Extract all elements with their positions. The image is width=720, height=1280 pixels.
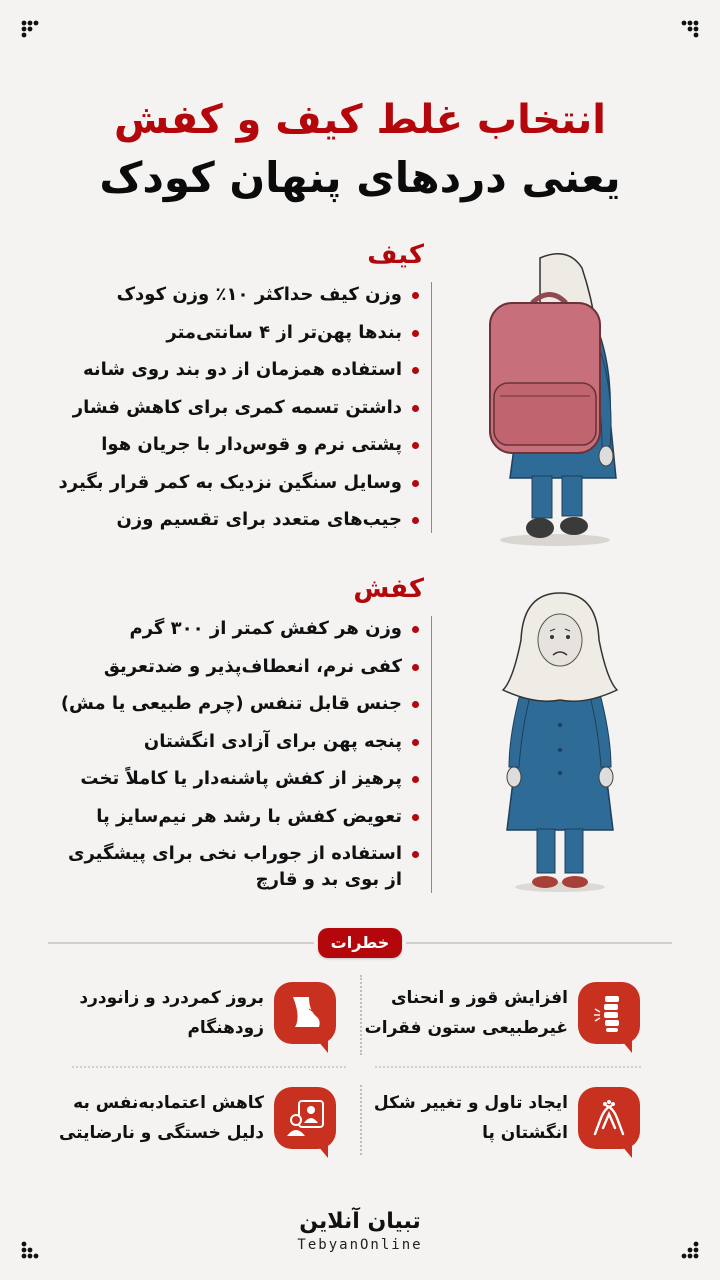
risk-text-line: افزایش قوز و انحنای <box>390 988 568 1008</box>
list-item: پنجه پهن برای آزادی انگشتان <box>52 729 427 755</box>
list-item: پرهیز از کفش پاشنه‌دار یا کاملاً تخت <box>52 766 427 792</box>
bag-section-heading: کیف <box>367 240 424 270</box>
list-item: تعویض کفش با رشد هر نیم‌سایز پا <box>52 804 427 830</box>
spine-icon <box>578 982 640 1044</box>
bullet-icon <box>412 664 419 671</box>
bullet-icon <box>412 776 419 783</box>
bullet-icon <box>412 480 419 487</box>
bullet-icon <box>412 701 419 708</box>
bullet-icon <box>412 626 419 633</box>
list-item: وزن هر کفش کمتر از ۳۰۰ گرم <box>52 616 427 642</box>
risk-text-line: غیرطبیعی ستون فقرات <box>364 1018 568 1038</box>
bullet-icon <box>412 367 419 374</box>
page-title <box>0 92 720 208</box>
corner-dots-ornament <box>18 18 42 42</box>
bullet-icon <box>412 330 419 337</box>
bullet-icon <box>412 292 419 299</box>
risk-text-line: کاهش اعتماد‌به‌نفس به <box>73 1093 264 1113</box>
dotted-separator <box>72 1066 346 1068</box>
list-item: جیب‌های متعدد برای تقسیم وزن <box>52 507 427 533</box>
girl-with-backpack-illustration <box>470 248 640 548</box>
list-item: جنس قابل تنفس (چرم طبیعی یا مش) <box>52 691 427 717</box>
shoe-tips-list <box>52 616 432 893</box>
dotted-separator <box>375 1066 641 1068</box>
blistered-feet-icon <box>578 1087 640 1149</box>
bullet-icon <box>412 851 419 858</box>
dotted-separator <box>360 975 362 1055</box>
bullet-icon <box>412 739 419 746</box>
title-line-1: انتخاب غلط کیف و کفش <box>114 97 606 143</box>
logo-english-text: TebyanOnline <box>297 1237 423 1253</box>
dotted-separator <box>360 1085 362 1155</box>
shoe-section-heading: کفش <box>353 574 424 604</box>
risk-card-low-confidence <box>59 1087 336 1149</box>
risk-card-spine <box>365 982 640 1044</box>
corner-dots-ornament <box>678 18 702 42</box>
title-line-2: یعنی دردهای پنهان کودک <box>99 153 621 202</box>
list-item: استفاده از جوراب نخی برای پیشگیری از بوی بد و قارچ <box>52 841 427 893</box>
bullet-icon <box>412 814 419 821</box>
list-item: استفاده همزمان از دو بند روی شانه <box>52 357 427 383</box>
risk-text-line: دلیل خستگی و نارضایتی <box>58 1123 264 1143</box>
bullet-icon <box>412 442 419 449</box>
list-item: وسایل سنگین نزدیک به کمر قرار بگیرد <box>52 470 427 496</box>
sad-girl-standing-illustration <box>495 585 625 895</box>
risk-text-line: ایجاد تاول و تغییر شکل <box>373 1093 568 1113</box>
list-item: کفی نرم، انعطاف‌پذیر و ضدتعریق <box>52 654 427 680</box>
bullet-icon <box>412 405 419 412</box>
risk-card-blistered-feet <box>374 1087 640 1149</box>
list-item: پشتی نرم و قوس‌دار با جریان هوا <box>52 432 427 458</box>
divider-line <box>406 942 672 944</box>
logo-persian-text: تبیان آنلاین <box>299 1209 421 1234</box>
bag-tips-list <box>52 282 432 533</box>
bullet-icon <box>412 517 419 524</box>
risk-card-foot-pain <box>79 982 336 1044</box>
list-item: بندها پهن‌تر از ۴ سانتی‌متر <box>52 320 427 346</box>
divider-line <box>48 942 314 944</box>
risk-text-line: بروز کمردرد و زانودرد <box>79 988 264 1008</box>
list-item: داشتن تسمه کمری برای کاهش فشار <box>52 395 427 421</box>
risks-badge: خطرات <box>318 928 402 958</box>
risk-text-line: انگشتان پا <box>482 1123 568 1143</box>
list-item: وزن کیف حداکثر ۱۰٪ وزن کودک <box>52 282 427 308</box>
foot-pain-icon <box>274 982 336 1044</box>
risk-text-line: زودهنگام <box>187 1018 264 1038</box>
low-confidence-icon <box>274 1087 336 1149</box>
tebyan-online-logo <box>0 1208 720 1254</box>
